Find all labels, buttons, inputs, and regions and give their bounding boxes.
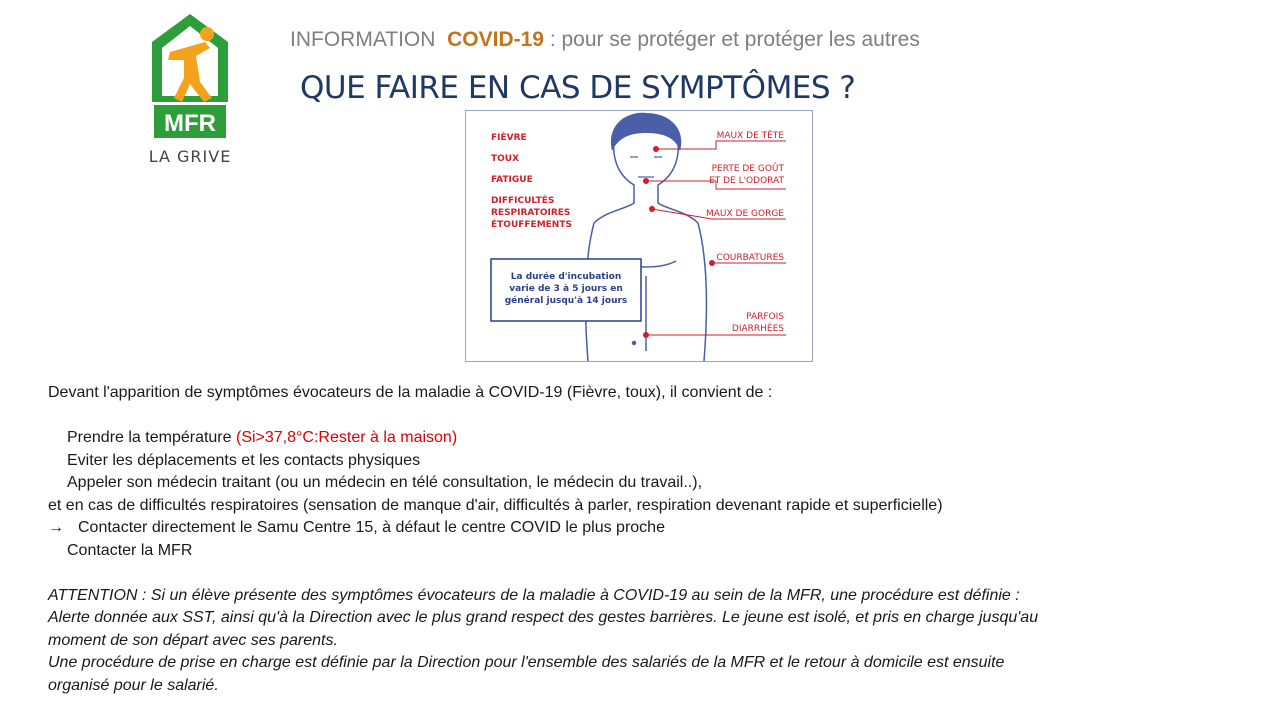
symptom-toux: TOUX — [491, 154, 520, 164]
incubation-line-1: La durée d'incubation — [510, 272, 622, 282]
page-title: QUE FAIRE EN CAS DE SYMPTÔMES ? — [300, 70, 856, 106]
symptom-fievre: FIÈVRE — [491, 133, 527, 143]
information-header — [290, 28, 920, 52]
attention-line-2: Alerte donnée aux SST, ainsi qu'à la Direction avec le plus grand respect des gestes barrières. Le jeune est isolé, et pris en charge jusqu'au — [48, 609, 1039, 626]
header-covid: COVID-19 — [447, 28, 544, 51]
logo-text-la-grive: LA GRIVE — [150, 147, 230, 166]
spacer — [48, 405, 1248, 428]
spacer — [48, 562, 1248, 585]
symptom-courbatures: COURBATURES — [716, 253, 784, 263]
symptom-maux-de-gorge: MAUX DE GORGE — [706, 209, 784, 219]
symptoms-illustration — [465, 110, 813, 362]
header-prefix: INFORMATION — [290, 28, 436, 51]
item-temperature-warning: (Si>37,8°C:Rester à la maison) — [235, 429, 458, 446]
attention-line-4: Une procédure de prise en charge est définie par la Direction pour l'ensemble des salariés de la MFR et le retour à domicile est ensuite — [48, 654, 1005, 671]
item-contact-samu-text: Contacter directement le Samu Centre 15, à défaut le centre COVID le plus proche — [78, 519, 665, 536]
item-avoid-contacts-text: Eviter les déplacements et les contacts physiques — [67, 451, 421, 469]
attention-line-3: moment de son départ avec ses parents. — [48, 631, 338, 649]
item-breathing-difficulties: et en cas de difficultés respiratoires (sensation de manque d'air, difficultés à parler, respiration devenant rapide et superficielle) — [48, 496, 943, 514]
incubation-line-2: varie de 3 à 5 jours en — [509, 284, 623, 294]
symptom-maux-de-tete: MAUX DE TÊTE — [716, 131, 784, 141]
item-call-doctor — [48, 472, 1248, 495]
symptom-etouffements: ÉTOUFFEMENTS — [491, 220, 572, 230]
symptom-fatigue: FATIGUE — [491, 175, 533, 185]
incubation-line-3: général jusqu'à 14 jours — [504, 296, 628, 306]
logo-text-mfr: MFR — [164, 110, 216, 137]
mfr-la-grive-logo — [150, 12, 230, 172]
instructions-body — [48, 382, 1248, 697]
symptom-perte-gout-1: PERTE DE GOÛT — [711, 164, 784, 174]
item-contact-mfr — [48, 540, 1248, 563]
item-temperature-text: Prendre la température — [67, 429, 236, 446]
attention-line-1: ATTENTION : Si un élève présente des symptômes évocateurs de la maladie à COVID-19 au sein de la MFR, une procédure est définie : — [48, 586, 1020, 604]
header-suffix: : pour se protéger et protéger les autres — [549, 28, 920, 51]
symptom-perte-gout-2: ET DE L'ODORAT — [709, 176, 784, 186]
item-contact-samu — [48, 517, 1248, 540]
symptom-respiratoires: RESPIRATOIRES — [491, 208, 571, 218]
symptom-parfois: PARFOIS — [746, 312, 784, 322]
symptom-difficultes: DIFFICULTÉS — [491, 196, 555, 206]
item-call-doctor-text: Appeler son médecin traitant (ou un médecin en télé consultation, le médecin du travail..), — [67, 474, 703, 491]
item-contact-mfr-text: Contacter la MFR — [67, 541, 193, 559]
item-avoid-contacts — [48, 450, 1248, 473]
symptom-diarrhees: DIARRHÉES — [731, 324, 784, 334]
attention-line-5: organisé pour le salarié. — [48, 676, 219, 694]
arrow-icon: → — [48, 519, 64, 536]
item-temperature — [48, 427, 1248, 450]
intro-text: Devant l'apparition de symptômes évocateurs de la maladie à COVID-19 (Fièvre, toux), il convient de : — [48, 384, 773, 401]
